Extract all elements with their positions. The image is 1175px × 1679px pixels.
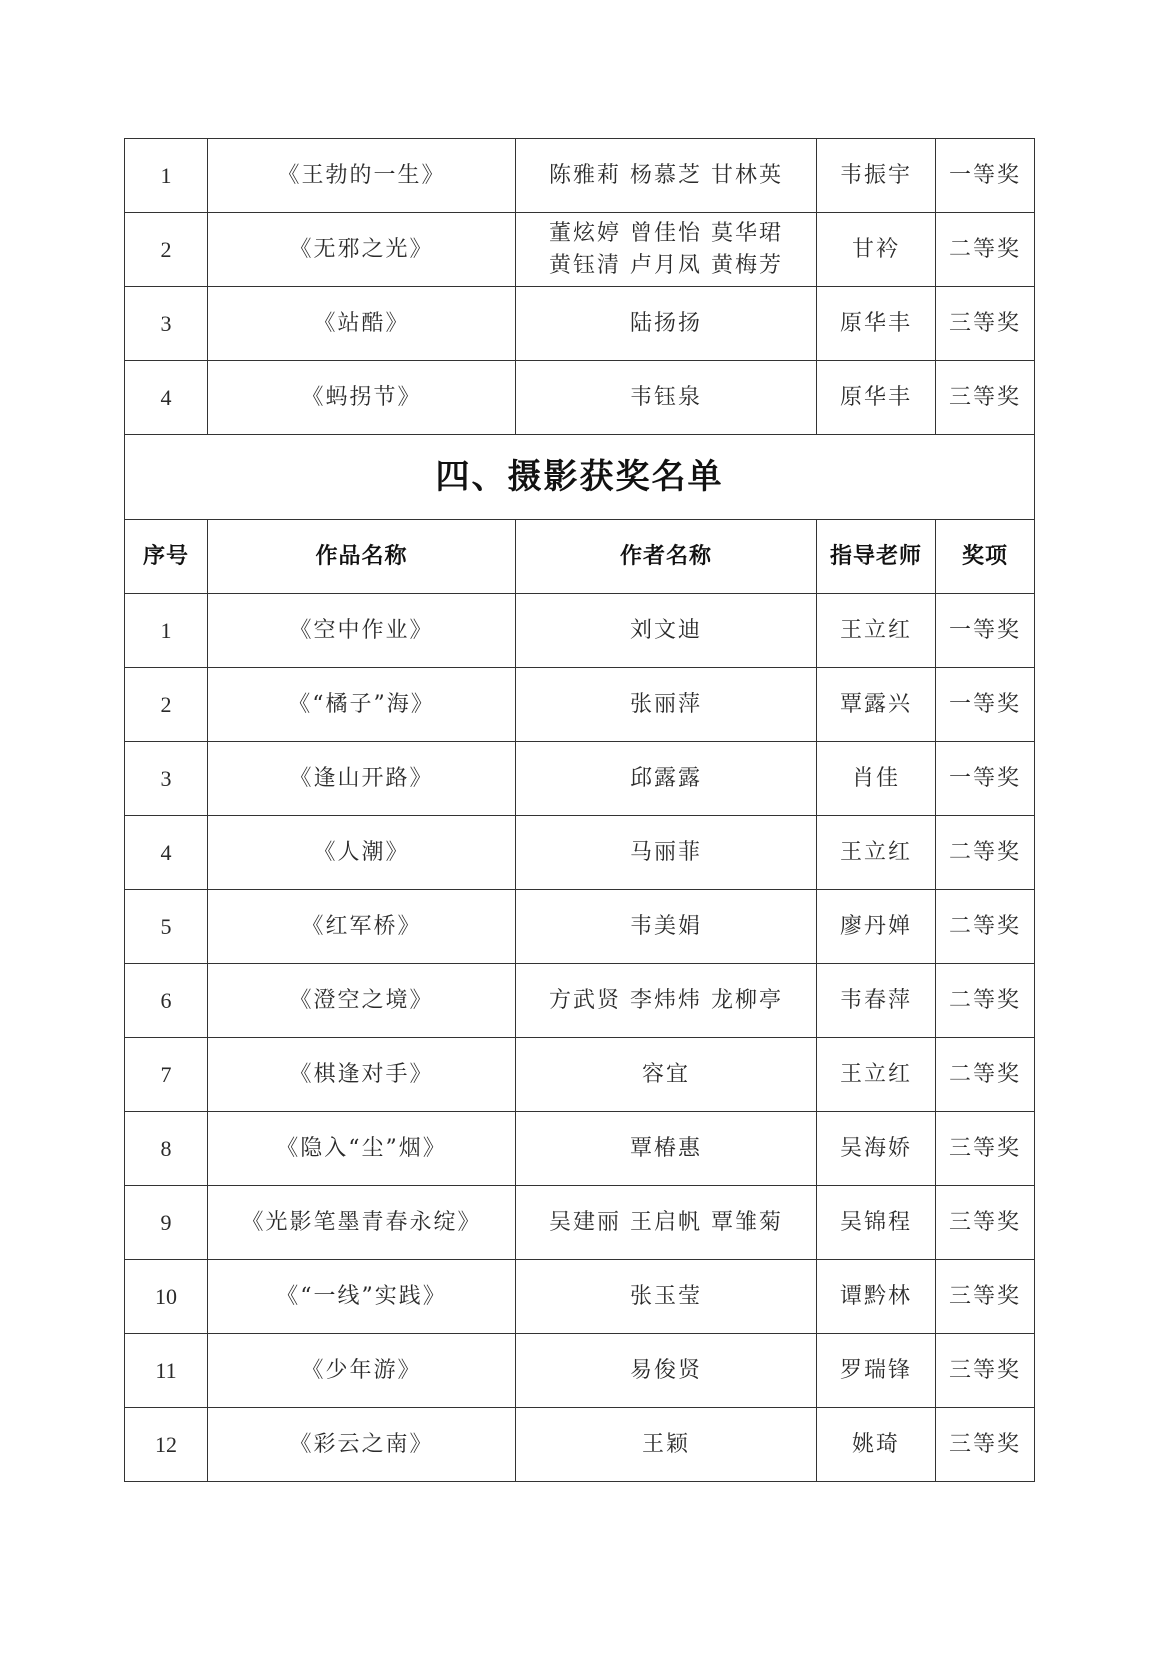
author-line: 张丽萍 — [629, 691, 702, 717]
author-names-cell — [516, 139, 817, 213]
author-names-cell — [516, 890, 817, 964]
teacher-cell: 王立红 — [817, 816, 936, 890]
author-line: 陈雅莉 杨慕芝 甘林英 — [549, 162, 783, 188]
teacher-cell: 吴海娇 — [817, 1112, 936, 1186]
header-award: 奖项 — [936, 520, 1035, 594]
award-cell: 二等奖 — [936, 1038, 1035, 1112]
row-number-cell: 4 — [125, 816, 208, 890]
work-title-cell: 《逢山开路》 — [208, 742, 516, 816]
author-names-cell — [516, 361, 817, 435]
author-names-cell — [516, 1038, 817, 1112]
table-row — [125, 1038, 1035, 1112]
author-line: 黄钰清 卢月凤 黄梅芳 — [549, 252, 783, 278]
author-line: 陆扬扬 — [629, 310, 702, 336]
header-no: 序号 — [125, 520, 208, 594]
teacher-cell: 廖丹婵 — [817, 890, 936, 964]
work-title-cell: 《隐入“尘”烟》 — [208, 1112, 516, 1186]
teacher-cell: 吴锦程 — [817, 1186, 936, 1260]
photo-section-title-row — [125, 435, 1035, 520]
award-cell: 二等奖 — [936, 964, 1035, 1038]
award-cell: 二等奖 — [936, 816, 1035, 890]
teacher-cell: 韦振宇 — [817, 139, 936, 213]
author-line: 覃椿惠 — [629, 1135, 702, 1161]
award-cell: 三等奖 — [936, 1112, 1035, 1186]
award-cell: 二等奖 — [936, 890, 1035, 964]
author-line: 易俊贤 — [629, 1357, 702, 1383]
author-line: 马丽菲 — [629, 839, 702, 865]
award-cell: 二等奖 — [936, 213, 1035, 287]
teacher-cell: 肖佳 — [817, 742, 936, 816]
work-title-cell: 《“一线”实践》 — [208, 1260, 516, 1334]
award-cell: 一等奖 — [936, 742, 1035, 816]
row-number-cell: 4 — [125, 361, 208, 435]
author-names-cell — [516, 1334, 817, 1408]
work-title-cell: 《站酷》 — [208, 287, 516, 361]
award-cell: 三等奖 — [936, 1260, 1035, 1334]
author-line: 张玉莹 — [629, 1283, 702, 1309]
award-cell: 一等奖 — [936, 139, 1035, 213]
work-title-cell: 《人潮》 — [208, 816, 516, 890]
work-title-cell: 《少年游》 — [208, 1334, 516, 1408]
table-row — [125, 1334, 1035, 1408]
row-number-cell: 1 — [125, 594, 208, 668]
author-names-cell — [516, 1260, 817, 1334]
work-title-cell: 《彩云之南》 — [208, 1408, 516, 1482]
work-title-cell: 《棋逢对手》 — [208, 1038, 516, 1112]
section-title: 四、摄影获奖名单 — [125, 435, 1035, 520]
author-line: 刘文迪 — [629, 617, 702, 643]
table-header-row — [125, 520, 1035, 594]
award-cell: 一等奖 — [936, 594, 1035, 668]
author-names-cell — [516, 1408, 817, 1482]
photo-section-rows — [125, 594, 1035, 1482]
author-names-cell — [516, 287, 817, 361]
table-row — [125, 1186, 1035, 1260]
author-names-cell — [516, 964, 817, 1038]
work-title-cell: 《澄空之境》 — [208, 964, 516, 1038]
table-row — [125, 139, 1035, 213]
work-title-cell: 《无邪之光》 — [208, 213, 516, 287]
table-row — [125, 1112, 1035, 1186]
teacher-cell: 韦春萍 — [817, 964, 936, 1038]
author-line: 王颖 — [641, 1431, 690, 1457]
teacher-cell: 原华丰 — [817, 361, 936, 435]
table-row — [125, 964, 1035, 1038]
table-row — [125, 742, 1035, 816]
author-names-cell — [516, 668, 817, 742]
author-line: 方武贤 李炜炜 龙柳亭 — [549, 987, 783, 1013]
author-names-cell — [516, 742, 817, 816]
teacher-cell: 罗瑞锋 — [817, 1334, 936, 1408]
author-line: 邱露露 — [629, 765, 702, 791]
row-number-cell: 7 — [125, 1038, 208, 1112]
table-row — [125, 287, 1035, 361]
row-number-cell: 8 — [125, 1112, 208, 1186]
work-title-cell: 《空中作业》 — [208, 594, 516, 668]
work-title-cell: 《光影笔墨青春永绽》 — [208, 1186, 516, 1260]
work-title-cell: 《蚂拐节》 — [208, 361, 516, 435]
header-work: 作品名称 — [208, 520, 516, 594]
author-names-cell — [516, 1186, 817, 1260]
row-number-cell: 2 — [125, 213, 208, 287]
author-line: 韦钰泉 — [629, 384, 702, 410]
teacher-cell: 王立红 — [817, 594, 936, 668]
row-number-cell: 5 — [125, 890, 208, 964]
author-names-cell — [516, 816, 817, 890]
teacher-cell: 覃露兴 — [817, 668, 936, 742]
row-number-cell: 11 — [125, 1334, 208, 1408]
award-cell: 三等奖 — [936, 1334, 1035, 1408]
row-number-cell: 3 — [125, 287, 208, 361]
previous-section-rows — [125, 139, 1035, 435]
table-row — [125, 1260, 1035, 1334]
teacher-cell: 王立红 — [817, 1038, 936, 1112]
author-line: 吴建丽 王启帆 覃雏菊 — [549, 1209, 783, 1235]
author-line: 韦美娟 — [629, 913, 702, 939]
row-number-cell: 12 — [125, 1408, 208, 1482]
table-row — [125, 1408, 1035, 1482]
work-title-cell: 《“橘子”海》 — [208, 668, 516, 742]
photo-header-rows — [125, 520, 1035, 594]
work-title-cell: 《王勃的一生》 — [208, 139, 516, 213]
teacher-cell: 原华丰 — [817, 287, 936, 361]
awards-table — [124, 138, 1035, 1482]
row-number-cell: 9 — [125, 1186, 208, 1260]
award-cell: 三等奖 — [936, 1408, 1035, 1482]
table-row — [125, 594, 1035, 668]
row-number-cell: 2 — [125, 668, 208, 742]
header-teacher: 指导老师 — [817, 520, 936, 594]
table-row — [125, 816, 1035, 890]
author-line: 容宜 — [641, 1061, 690, 1087]
author-names-cell — [516, 213, 817, 287]
award-cell: 一等奖 — [936, 668, 1035, 742]
award-cell: 三等奖 — [936, 1186, 1035, 1260]
table-row — [125, 213, 1035, 287]
author-names-cell — [516, 1112, 817, 1186]
row-number-cell: 3 — [125, 742, 208, 816]
header-author: 作者名称 — [516, 520, 817, 594]
work-title-cell: 《红军桥》 — [208, 890, 516, 964]
table-row — [125, 361, 1035, 435]
teacher-cell: 姚琦 — [817, 1408, 936, 1482]
row-number-cell: 1 — [125, 139, 208, 213]
award-cell: 三等奖 — [936, 287, 1035, 361]
author-names-cell — [516, 594, 817, 668]
award-cell: 三等奖 — [936, 361, 1035, 435]
table-row — [125, 890, 1035, 964]
table-row — [125, 668, 1035, 742]
author-line: 董炫婷 曾佳怡 莫华珺 — [549, 220, 783, 246]
row-number-cell: 6 — [125, 964, 208, 1038]
teacher-cell: 谭黔林 — [817, 1260, 936, 1334]
teacher-cell: 甘衿 — [817, 213, 936, 287]
row-number-cell: 10 — [125, 1260, 208, 1334]
